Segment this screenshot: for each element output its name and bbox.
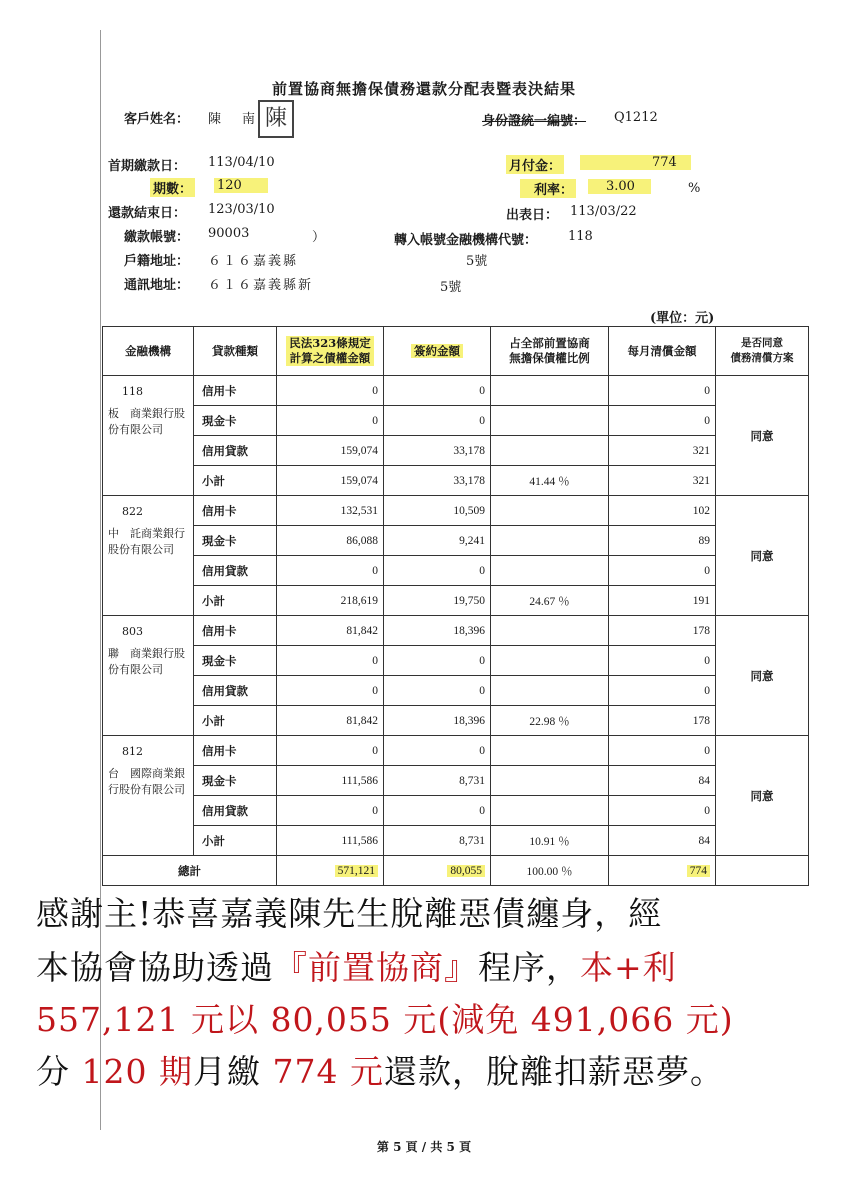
header-monthly: 每月清償金額 xyxy=(609,327,716,376)
header-signed-amount: 簽約金額 xyxy=(384,327,491,376)
household-label: 戶籍地址： xyxy=(124,254,190,269)
signed-amount-cell: 0 xyxy=(384,406,491,436)
signed-amount-cell: 0 xyxy=(384,646,491,676)
ratio-cell xyxy=(491,526,609,556)
loan-type-cell: 現金卡 xyxy=(194,646,277,676)
total-monthly-cell xyxy=(609,856,716,886)
monthly-amount-cell: 0 xyxy=(609,646,716,676)
loan-type-cell: 信用貸款 xyxy=(194,556,277,586)
loan-type-cell: 信用卡 xyxy=(194,496,277,526)
table-row xyxy=(103,616,809,646)
signed-amount-cell: 8,731 xyxy=(384,766,491,796)
message-line-4 xyxy=(36,1046,724,1093)
table-row xyxy=(103,736,809,766)
document-title: 前置協商無擔保債務還款分配表暨表決結果 xyxy=(271,80,576,98)
claim-amount-cell: 159,074 xyxy=(277,436,384,466)
ratio-cell: 24.67 ％ xyxy=(491,586,609,616)
loan-type-cell: 現金卡 xyxy=(194,526,277,556)
ratio-cell: 10.91 ％ xyxy=(491,826,609,856)
loan-type-cell: 信用貸款 xyxy=(194,676,277,706)
ratio-cell xyxy=(491,676,609,706)
monthly-amount-cell: 321 xyxy=(609,466,716,496)
agree-cell: 同意 xyxy=(716,496,809,616)
loan-type-cell: 信用卡 xyxy=(194,736,277,766)
signed-amount-cell: 0 xyxy=(384,676,491,706)
table-row xyxy=(103,706,809,736)
institution-code: 118 xyxy=(122,385,143,398)
table-row xyxy=(103,466,809,496)
ratio-cell xyxy=(491,766,609,796)
total-ratio-cell xyxy=(491,856,609,886)
household-value: ６１６嘉義縣 xyxy=(208,254,299,269)
ratio-cell xyxy=(491,556,609,586)
total-claim-cell-value: 571,121 xyxy=(335,865,378,877)
ratio-cell xyxy=(491,406,609,436)
monthly-amount-cell: 0 xyxy=(609,406,716,436)
agree-cell: 同意 xyxy=(716,616,809,736)
loan-type-cell: 信用卡 xyxy=(194,616,277,646)
table-row xyxy=(103,376,809,406)
claim-amount-cell: 0 xyxy=(277,796,384,826)
institution-cell xyxy=(103,616,194,736)
account-tail: ） xyxy=(312,230,326,245)
id-value: Q1212 xyxy=(614,110,658,125)
claim-amount-cell: 0 xyxy=(277,676,384,706)
mail-tail: 5號 xyxy=(440,280,462,295)
loan-type-cell: 信用卡 xyxy=(194,376,277,406)
agree-cell: 同意 xyxy=(716,376,809,496)
total-claim-cell xyxy=(277,856,384,886)
signed-amount-cell: 9,241 xyxy=(384,526,491,556)
message-line-1: 感謝主!恭喜嘉義陳先生脫離惡債纏身，經 xyxy=(36,894,663,933)
message-text: 月繳 xyxy=(192,1052,273,1091)
table-row xyxy=(103,646,809,676)
monthly-amount-cell: 0 xyxy=(609,796,716,826)
loan-type-cell: 信用貸款 xyxy=(194,436,277,466)
loan-type-cell: 小計 xyxy=(194,706,277,736)
header-institution: 金融機構 xyxy=(103,327,194,376)
agree-cell: 同意 xyxy=(716,736,809,856)
institution-code: 803 xyxy=(122,625,143,638)
message-line-3: 557,121 元以 80,055 元(減免 491,066 元) xyxy=(36,1000,734,1039)
monthly-amount-cell: 0 xyxy=(609,376,716,406)
allocation-table xyxy=(102,326,809,886)
header-ratio: 占全部前置協商 無擔保債權比例 xyxy=(491,327,609,376)
monthly-value: 774 xyxy=(580,155,691,170)
monthly-amount-cell: 191 xyxy=(609,586,716,616)
ratio-cell: 22.98 ％ xyxy=(491,706,609,736)
periods-label: 期數： xyxy=(150,178,195,197)
issue-date-label: 出表日： xyxy=(506,208,559,223)
loan-type-cell: 小計 xyxy=(194,466,277,496)
table-row xyxy=(103,766,809,796)
mail-value: ６１６嘉義縣新 xyxy=(208,278,314,293)
message-text: 程序， xyxy=(478,948,580,987)
ratio-cell xyxy=(491,436,609,466)
claim-amount-cell: 111,586 xyxy=(277,826,384,856)
signed-amount-cell: 18,396 xyxy=(384,706,491,736)
name-seal: 陳 xyxy=(258,100,294,138)
institution-name: 中 託商業銀行股份有限公司 xyxy=(108,527,185,556)
monthly-amount-cell: 0 xyxy=(609,736,716,766)
periods-value: 120 xyxy=(214,178,268,193)
signed-amount-cell: 33,178 xyxy=(384,466,491,496)
claim-amount-cell: 0 xyxy=(277,406,384,436)
claim-amount-cell: 81,842 xyxy=(277,706,384,736)
total-signed-cell xyxy=(384,856,491,886)
message-highlight: 本+利 xyxy=(580,948,677,987)
table-row xyxy=(103,496,809,526)
id-label: 身份證統一編號： xyxy=(482,114,587,129)
end-date-label: 還款結束日： xyxy=(108,206,187,221)
customer-name-label: 客戶姓名： xyxy=(124,112,190,127)
claim-amount-cell: 0 xyxy=(277,736,384,766)
table-row xyxy=(103,556,809,586)
loan-type-cell: 現金卡 xyxy=(194,406,277,436)
table-row xyxy=(103,526,809,556)
claim-amount-cell: 132,531 xyxy=(277,496,384,526)
table-header-row xyxy=(103,327,809,376)
total-agree-cell xyxy=(716,856,809,886)
ratio-cell xyxy=(491,646,609,676)
signed-amount-cell: 0 xyxy=(384,736,491,766)
institution-name: 板 商業銀行股份有限公司 xyxy=(108,407,185,436)
signed-amount-cell: 8,731 xyxy=(384,826,491,856)
institution-cell xyxy=(103,496,194,616)
signed-amount-cell: 0 xyxy=(384,556,491,586)
page-footer: 第 5 頁 / 共 5 頁 xyxy=(376,1140,472,1154)
claim-amount-cell: 0 xyxy=(277,376,384,406)
monthly-amount-cell: 178 xyxy=(609,706,716,736)
issue-date-value: 113/03/22 xyxy=(570,204,637,219)
header-claim-amount: 民法323條規定 計算之債權金額 xyxy=(277,327,384,376)
ratio-cell: 41.44 ％ xyxy=(491,466,609,496)
total-ratio-cell-value: 100.00 ％ xyxy=(526,865,573,878)
signed-amount-cell: 19,750 xyxy=(384,586,491,616)
first-pay-label: 首期繳款日： xyxy=(108,159,187,174)
loan-type-cell: 小計 xyxy=(194,826,277,856)
table-row xyxy=(103,796,809,826)
ratio-cell xyxy=(491,616,609,646)
signed-amount-cell: 0 xyxy=(384,796,491,826)
rate-label: 利率： xyxy=(520,179,576,198)
monthly-amount-cell: 0 xyxy=(609,556,716,586)
claim-amount-cell: 81,842 xyxy=(277,616,384,646)
customer-name-value: 陳 南 xyxy=(208,112,260,127)
rate-value: 3.00 xyxy=(588,179,651,194)
header-agree: 是否同意 債務清償方案 xyxy=(716,327,809,376)
message-line-2 xyxy=(36,942,677,989)
message-highlight: 120 期 xyxy=(81,1052,193,1091)
table-row xyxy=(103,406,809,436)
claim-amount-cell: 159,074 xyxy=(277,466,384,496)
monthly-amount-cell: 178 xyxy=(609,616,716,646)
claim-amount-cell: 111,586 xyxy=(277,766,384,796)
message-text: 還款，脫離扣薪惡夢。 xyxy=(383,1052,724,1091)
claim-amount-cell: 0 xyxy=(277,646,384,676)
institution-name: 聯 商業銀行股份有限公司 xyxy=(108,647,185,676)
institution-cell xyxy=(103,376,194,496)
monthly-label: 月付金： xyxy=(506,155,564,174)
institution-code: 812 xyxy=(122,745,143,758)
bank-code-label: 轉入帳號金融機構代號： xyxy=(394,233,538,248)
household-tail: 5號 xyxy=(466,254,488,269)
ratio-cell xyxy=(491,376,609,406)
total-row xyxy=(103,856,809,886)
loan-type-cell: 小計 xyxy=(194,586,277,616)
loan-type-cell: 信用貸款 xyxy=(194,796,277,826)
monthly-amount-cell: 0 xyxy=(609,676,716,706)
total-monthly-cell-value: 774 xyxy=(687,865,710,877)
institution-code: 822 xyxy=(122,505,143,518)
total-label: 總計 xyxy=(103,856,277,886)
claim-amount-cell: 218,619 xyxy=(277,586,384,616)
account-value: 90003 xyxy=(208,226,250,241)
table-row xyxy=(103,436,809,466)
monthly-amount-cell: 84 xyxy=(609,826,716,856)
signed-amount-cell: 10,509 xyxy=(384,496,491,526)
ratio-cell xyxy=(491,736,609,766)
total-signed-cell-value: 80,055 xyxy=(447,865,485,877)
monthly-amount-cell: 102 xyxy=(609,496,716,526)
ratio-cell xyxy=(491,496,609,526)
loan-type-cell: 現金卡 xyxy=(194,766,277,796)
unit-note: (單位：元) xyxy=(650,311,715,326)
message-highlight: 『前置協商』 xyxy=(274,948,478,987)
institution-name: 台 國際商業銀行股份有限公司 xyxy=(108,767,185,796)
bank-code-value: 118 xyxy=(568,229,593,244)
ratio-cell xyxy=(491,796,609,826)
institution-cell xyxy=(103,736,194,856)
message-highlight: 774 元 xyxy=(272,1052,384,1091)
signed-amount-cell: 33,178 xyxy=(384,436,491,466)
monthly-amount-cell: 89 xyxy=(609,526,716,556)
message-text: 分 xyxy=(36,1052,82,1091)
mail-label: 通訊地址： xyxy=(124,278,190,293)
claim-amount-cell: 0 xyxy=(277,556,384,586)
end-date-value: 123/03/10 xyxy=(208,202,275,217)
monthly-amount-cell: 321 xyxy=(609,436,716,466)
claim-amount-cell: 86,088 xyxy=(277,526,384,556)
table-row xyxy=(103,676,809,706)
signed-amount-cell: 0 xyxy=(384,376,491,406)
rate-unit: % xyxy=(688,181,701,196)
monthly-amount-cell: 84 xyxy=(609,766,716,796)
account-label: 繳款帳號： xyxy=(124,230,190,245)
message-text: 本協會協助透過 xyxy=(36,948,274,987)
header-loan-type: 貸款種類 xyxy=(194,327,277,376)
signed-amount-cell: 18,396 xyxy=(384,616,491,646)
table-row xyxy=(103,586,809,616)
first-pay-value: 113/04/10 xyxy=(208,155,275,170)
table-row xyxy=(103,826,809,856)
